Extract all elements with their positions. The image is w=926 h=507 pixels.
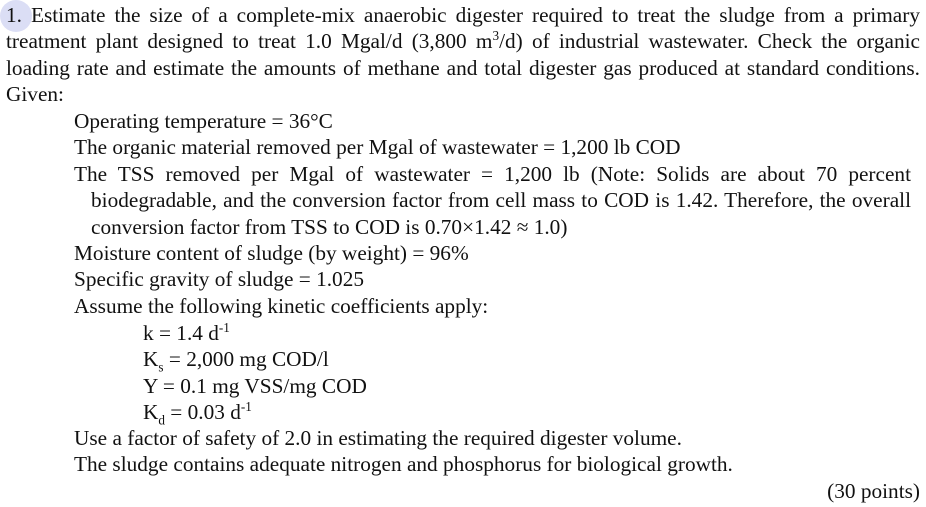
additional-notes: [74, 425, 733, 478]
problem-statement: [6, 2, 920, 108]
given-organic-removed: The organic material removed per Mgal of wastewater = 1,200 lb COD: [74, 135, 681, 160]
kinetic-ks: [143, 346, 367, 375]
given-tss-removed: The TSS removed per Mgal of wastewater = 1,200 lb (Note: Solids are about 70 percent biodegradable, and the conversion factor from cell mass to COD is 1.42. Therefore, the overall conversion factor from TSS to COD is 0.70×1.42 ≈ 1.0): [74, 161, 911, 239]
given-temperature: Operating temperature = 36°C: [74, 109, 333, 133]
kinetic-kd-symbol: K: [143, 400, 159, 425]
kinetic-k-text: k = 1.4 d: [143, 321, 219, 345]
kinetic-y: Y = 0.1 mg VSS/mg COD: [143, 373, 367, 398]
kinetic-k: [143, 320, 367, 346]
given-moisture: Moisture content of sludge (by weight) = 96%: [74, 241, 469, 266]
kinetic-coefficients: [143, 320, 367, 426]
kinetic-kd: [143, 399, 367, 428]
given-specific-gravity: Specific gravity of sludge = 1.025: [74, 267, 364, 292]
given-kinetic-intro: Assume the following kinetic coefficients apply:: [74, 293, 489, 318]
kinetic-ks-value: = 2,000 mg COD/l: [163, 347, 329, 372]
kinetic-ks-sub: s: [158, 359, 164, 375]
kinetic-ks-symbol: K: [143, 347, 159, 372]
safety-factor-note: Use a factor of safety of 2.0 in estimating the required digester volume.: [74, 426, 682, 450]
cubic-superscript: 3: [492, 28, 500, 44]
kinetic-k-sup: -1: [218, 319, 230, 335]
kinetic-kd-value: = 0.03 d: [164, 400, 241, 425]
kinetic-kd-sub: d: [158, 412, 165, 428]
kinetic-kd-sup: -1: [240, 399, 252, 415]
points-label: (30 points): [827, 479, 920, 503]
problem-intro-text-2: /d) of industrial wastewater. Check the organic loading rate and estimate the amounts of methane and total digester gas produced at standard conditions. Given:: [6, 29, 920, 107]
problem-number: 1.: [6, 3, 22, 27]
nutrients-note: The sludge contains adequate nitrogen and phosphorus for biological growth.: [74, 452, 733, 477]
given-list: [74, 108, 911, 319]
problem-intro-text-1: Estimate the size of a complete-mix anaerobic digester required to treat the sludge from a primary treatment plant designed to treat 1.0 Mgal/d (3,800 m: [6, 3, 920, 54]
